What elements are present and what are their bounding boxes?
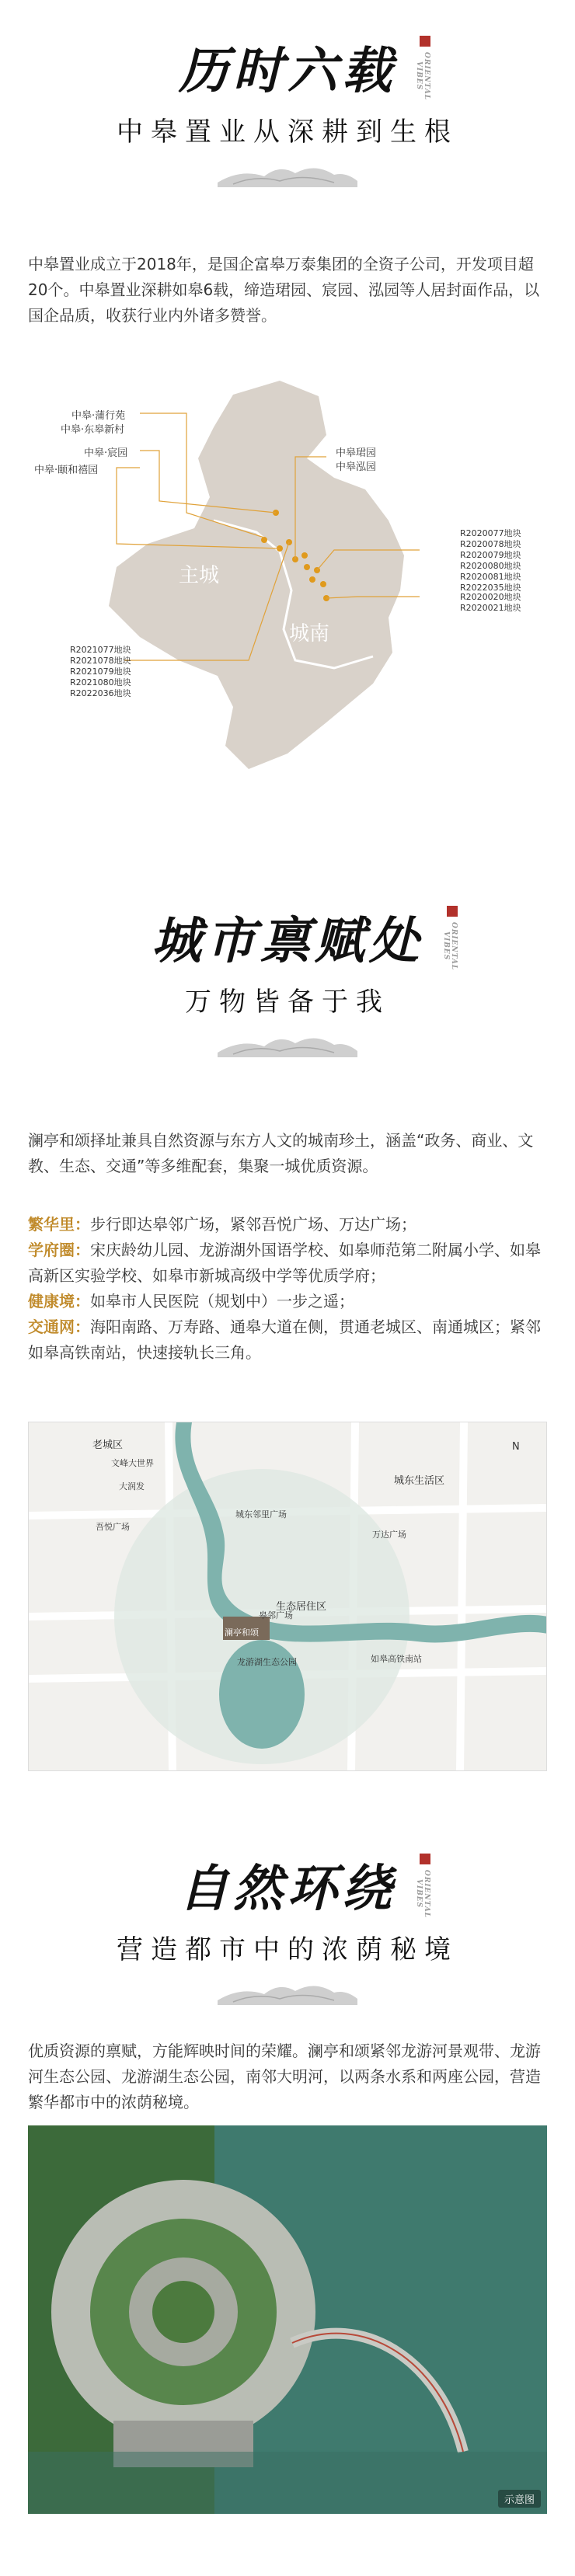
section-2-header	[0, 901, 575, 1057]
amenity-text: 步行即达皋邻广场，紧邻吾悦广场、万达广场；	[90, 1215, 416, 1234]
plot-label: R2020021地块	[460, 603, 521, 613]
section-3-subtitle: 营造都市中的浓荫秘境	[117, 1934, 458, 1965]
plot-label: R2020078地块	[460, 539, 521, 549]
plot-label: R2022035地块	[460, 583, 521, 593]
plot-label: R2021078地块	[70, 656, 131, 666]
place-label: 如皋高铁南站	[371, 1654, 422, 1664]
project-location-map	[0, 365, 575, 785]
amenity-text: 海阳南路、万寿路、通皋大道在侧，贯通老城区、南通城区；紧邻如皋高铁南站，快速接轨长三角。	[28, 1318, 541, 1362]
section-1-subtitle: 中皋置业从深耕到生根	[117, 117, 458, 148]
plot-list-right-bottom	[460, 592, 521, 614]
map-label: 中皋·蒲行苑	[71, 410, 126, 422]
map-label: 中皋泓园	[336, 461, 377, 473]
plot-label: R2020020地块	[460, 592, 521, 602]
section-1-title-text: 历时六载	[179, 42, 396, 100]
section-1-paragraph: 中皋置业成立于2018年，是国企富皋万泰集团的全资子公司，开发项目超20个。中皋置业深耕如皋6载，缔造珺园、宸园、泓园等人居封面作品，以国企品质，收获行业内外诸多赞誉。	[28, 255, 540, 325]
section-1-header	[0, 31, 575, 187]
plot-label: R2020080地块	[460, 561, 521, 571]
map-label: 中皋·宸园	[84, 447, 128, 459]
section-1-title	[179, 31, 430, 103]
section-2-title-text: 城市禀赋处	[152, 912, 423, 970]
plot-label: R2021077地块	[70, 645, 131, 655]
amenity-key: 健康境：	[28, 1292, 90, 1311]
compass-icon: N	[512, 1441, 520, 1453]
place-label: 吾悦广场	[96, 1522, 130, 1532]
plot-label: R2022036地块	[70, 688, 131, 698]
place-label: 皋邻广场	[259, 1610, 293, 1620]
section-3-header	[0, 1849, 575, 2005]
ink-mountain-icon	[218, 1029, 357, 1057]
amenity-key: 学府圈：	[28, 1241, 90, 1259]
seal-caption: ORIENTAL VIBES	[415, 1869, 430, 1919]
plot-list-left	[70, 645, 131, 699]
amenities-list	[28, 1212, 547, 1366]
plot-label: R2021080地块	[70, 677, 131, 688]
plot-label: R2020079地块	[460, 550, 521, 560]
plot-list-right	[460, 528, 521, 594]
amenity-key: 交通网：	[28, 1318, 90, 1336]
amenity-item	[28, 1314, 547, 1366]
seal-caption: ORIENTAL VIBES	[415, 51, 430, 101]
place-label: 龙游湖生态公园	[237, 1657, 297, 1667]
map-label: 中皋珺园	[336, 447, 377, 459]
surroundings-map-art	[29, 1422, 547, 1771]
amenity-item	[28, 1289, 547, 1314]
place-label: 大润发	[119, 1481, 145, 1492]
ink-mountain-icon	[218, 1977, 357, 2005]
illustration-badge: 示意图	[498, 2490, 541, 2508]
place-label: 城东邻里广场	[235, 1509, 287, 1519]
map-label: 中皋·东皋新村	[61, 424, 125, 436]
plot-label: R2020081地块	[460, 572, 521, 582]
section-3-title-text: 自然环绕	[179, 1860, 396, 1918]
aerial-park-photo	[28, 2125, 547, 2514]
amenity-item	[28, 1212, 547, 1238]
amenity-key: 繁华里：	[28, 1215, 90, 1234]
amenity-item	[28, 1238, 547, 1289]
zone-eco-living: 生态居住区	[276, 1601, 327, 1613]
section-3-paragraph: 优质资源的禀赋，方能辉映时间的荣耀。澜亭和颂紧邻龙游河景观带、龙游河生态公园、龙游湖生态公园，南邻大明河，以两条水系和两座公园，营造繁华都市中的浓荫秘境。	[28, 2042, 541, 2111]
project-marker-label: 澜亭和颂	[225, 1627, 259, 1638]
place-label: 文峰大世界	[111, 1458, 154, 1468]
zone-old-town: 老城区	[92, 1439, 124, 1451]
amenity-text: 宋庆龄幼儿园、龙游湖外国语学校、如皋师范第二附属小学、如皋高新区实验学校、如皋市新城高级中学等优质学府；	[28, 1241, 541, 1285]
plot-label: R2021079地块	[70, 667, 131, 677]
ink-mountain-icon	[218, 159, 357, 187]
surroundings-map	[28, 1422, 547, 1771]
aerial-photo-art	[28, 2125, 547, 2514]
zone-chengnan: 城南	[289, 622, 330, 646]
plot-label: R2020077地块	[460, 528, 521, 538]
place-label: 万达广场	[372, 1530, 406, 1540]
section-2-subtitle: 万物皆备于我	[185, 987, 390, 1018]
section-2-title	[152, 901, 458, 973]
seal-stamp-icon	[420, 1854, 430, 1864]
section-2-intro: 澜亭和颂择址兼具自然资源与东方人文的城南珍土，涵盖“政务、商业、文教、生态、交通”等多维配套，集聚一城优质资源。	[28, 1131, 534, 1175]
seal-caption: ORIENTAL VIBES	[442, 921, 458, 971]
amenity-text: 如皋市人民医院（规划中）一步之遥；	[90, 1292, 354, 1311]
zone-main-city: 主城	[179, 564, 220, 587]
map-label: 中皋·颐和禧园	[34, 465, 99, 476]
zone-east-living: 城东生活区	[394, 1475, 445, 1487]
section-3-title	[179, 1849, 430, 1920]
seal-stamp-icon	[447, 906, 458, 917]
seal-stamp-icon	[420, 36, 430, 47]
